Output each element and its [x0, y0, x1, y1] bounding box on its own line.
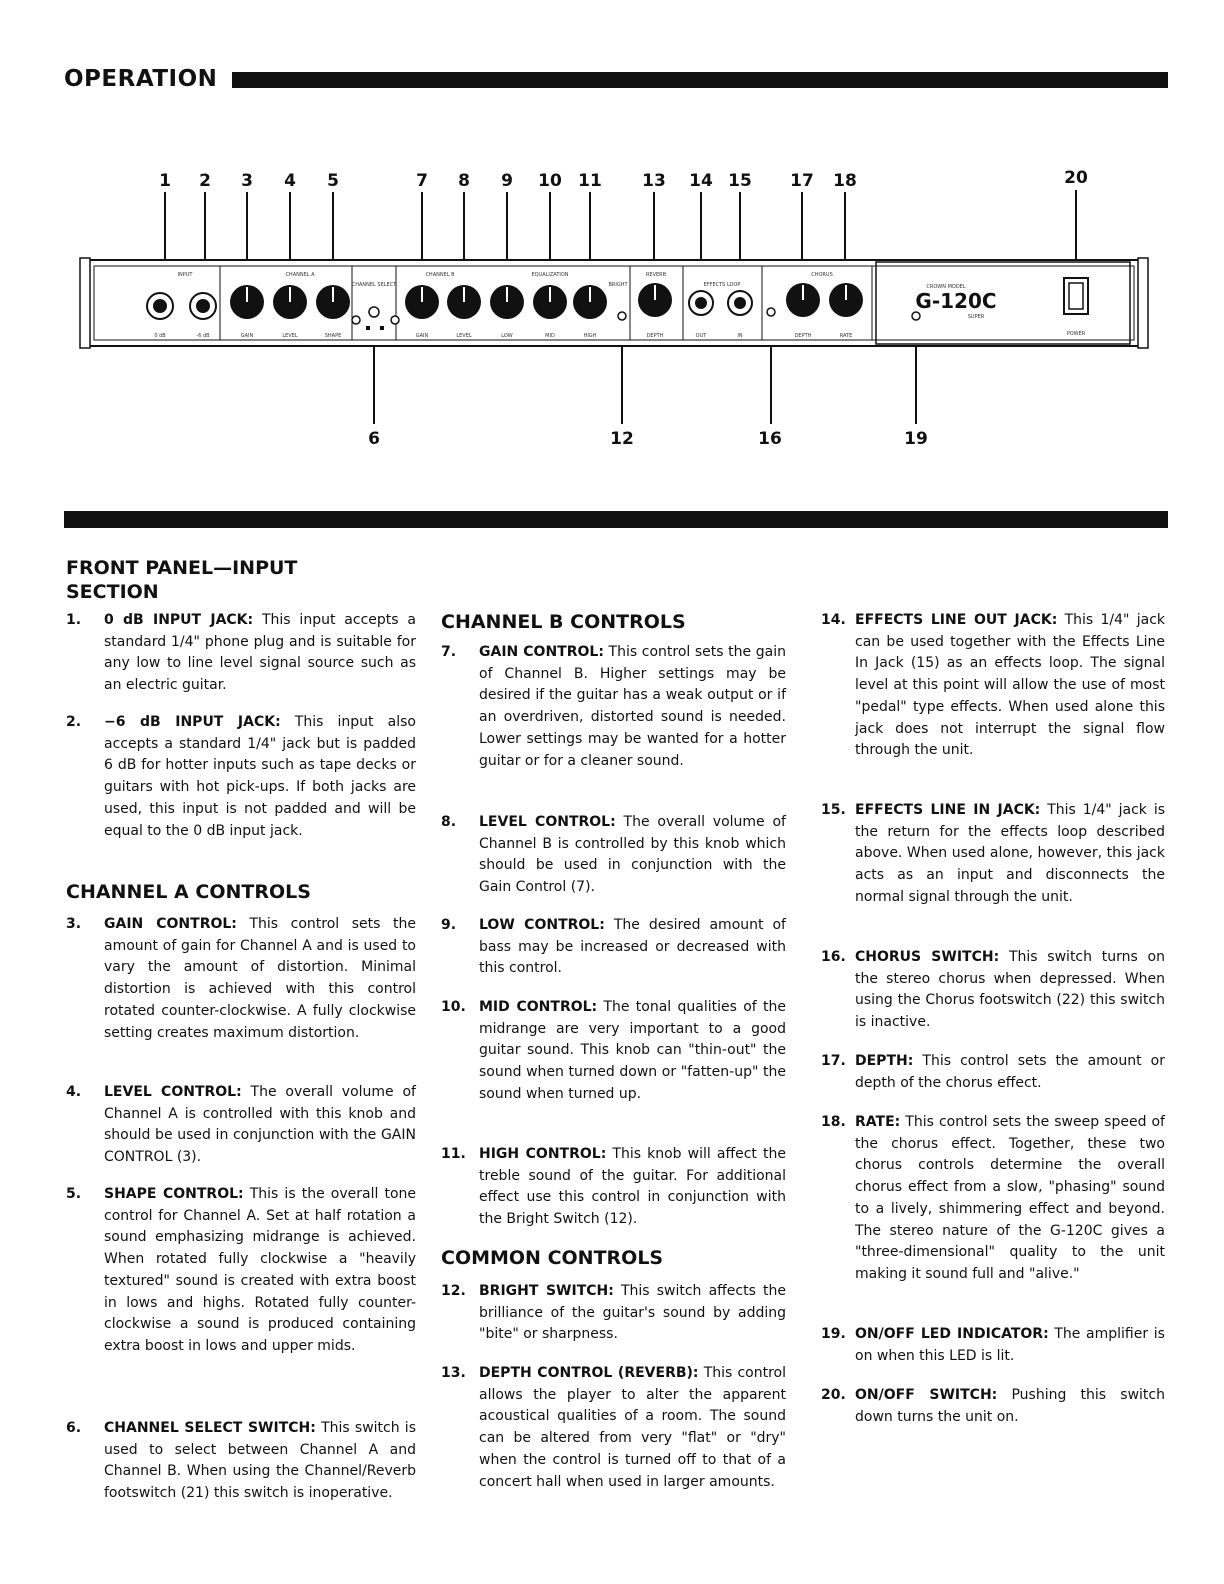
label-gain-b: GAIN [415, 333, 429, 339]
heading-front-panel-input: FRONT PANEL—INPUT SECTION [66, 557, 298, 603]
list-item: 8. LEVEL CONTROL: The overall volume of Channel B is controlled by this knob which should be used in conjunction with the Gain Control (7). [441, 814, 786, 896]
callout-20: 20 [1064, 168, 1088, 188]
header-rule [232, 72, 1168, 88]
list-item: 18. RATE: This control sets the sweep speed of the chorus effect. Together, these two chorus controls determine the overall chorus effect from a slow, "phasing" sound to a lively, shimmering effect and beyond. The stereo nature of the G-120C gives a "three-dimensional" quality to the unit making it sound full and "alive." [821, 1114, 1165, 1282]
label-gain-a: GAIN [240, 333, 254, 339]
callout-8: 8 [458, 171, 470, 191]
list-item: 10. MID CONTROL: The tonal qualities of the midrange are very important to a good guitar sound. This knob can "thin-out" the sound when turned down or "fatten-up" the sound when turned up. [441, 999, 786, 1102]
label-power: POWER [1066, 331, 1086, 337]
label-effects-loop: EFFECTS LOOP [703, 282, 741, 288]
callout-2: 2 [199, 171, 211, 191]
label-channel-select: CHANNEL SELECT [351, 282, 397, 288]
label-equalization: EQUALIZATION [531, 272, 569, 278]
callout-9: 9 [501, 171, 513, 191]
label-high: HIGH [583, 333, 597, 339]
callout-3: 3 [241, 171, 253, 191]
list-item: 20. ON/OFF SWITCH: Pushing this switch down turns the unit on. [821, 1387, 1165, 1425]
callout-17: 17 [790, 171, 814, 191]
front-panel-diagram [0, 140, 1224, 470]
list-item: 13. DEPTH CONTROL (REVERB): This control allows the player to alter the apparent acoustical qualities of a room. The sound can be altered from very "flat" or "dry" when the control is turned off to that of a concert hall when used in larger amounts. [441, 1365, 786, 1490]
callout-5: 5 [327, 171, 339, 191]
list-item: 9. LOW CONTROL: The desired amount of bass may be increased or decreased with this control. [441, 917, 786, 977]
list-item: 19. ON/OFF LED INDICATOR: The amplifier is on when this LED is lit. [821, 1326, 1165, 1364]
label-minus6db: -6 dB [196, 333, 210, 339]
heading-channel-b: CHANNEL B CONTROLS [441, 611, 686, 633]
callout-18: 18 [833, 171, 857, 191]
callout-19: 19 [904, 429, 928, 449]
label-rate: RATE [839, 333, 853, 339]
label-input: INPUT [177, 272, 193, 278]
model-name: G-120C [915, 289, 997, 313]
heading-channel-a: CHANNEL A CONTROLS [66, 881, 311, 903]
callout-14: 14 [689, 171, 713, 191]
callout-7: 7 [416, 171, 428, 191]
label-mid: MID [545, 333, 555, 339]
list-item: 5. SHAPE CONTROL: This is the overall tone control for Channel A. Set at half rotation a sound emphasizing midrange is achieved. When rotated fully clockwise a "heavily textured" sound is created with extra boost in lows and highs. Rotated fully counter-clockwise a sound is produced containing extra boost in lows and upper mids. [66, 1186, 416, 1354]
list-item: 1. 0 dB INPUT JACK: This input accepts a standard 1/4" phone plug and is suitable for any low to line level signal source such as an electric guitar. [66, 612, 416, 694]
list-item: 16. CHORUS SWITCH: This switch turns on the stereo chorus when depressed. When using the Chorus footswitch (22) this switch is inactive. [821, 949, 1165, 1031]
label-low: LOW [501, 333, 513, 339]
callout-1: 1 [159, 171, 171, 191]
label-channel-b: CHANNEL B [425, 272, 455, 278]
list-item: 17. DEPTH: This control sets the amount or depth of the chorus effect. [821, 1053, 1165, 1091]
label-out: OUT [695, 333, 707, 339]
label-reverb: REVERB [645, 272, 667, 278]
list-item: 11. HIGH CONTROL: This knob will affect the treble sound of the guitar. For additional effect use this control in conjunction with the Bright Switch (12). [441, 1146, 786, 1228]
label-in: IN [737, 333, 743, 339]
list-item: 14. EFFECTS LINE OUT JACK: This 1/4" jack can be used together with the Effects Line In Jack (15) as an effects loop. The signal level at this point will allow the use of most "pedal" type effects. When used alone this jack does not interrupt the signal flow through the unit. [821, 612, 1166, 759]
list-item: 7. GAIN CONTROL: This control sets the gain of Channel B. Higher settings may be desired if the guitar has a weak output or if an overdriven, distorted sound is needed. Lower settings may be wanted for a hotter guitar or for a cleaner sound. [441, 644, 786, 769]
label-chorus: CHORUS [811, 272, 833, 278]
callout-12: 12 [610, 429, 634, 449]
list-item: 15. EFFECTS LINE IN JACK: This 1/4" jack is the return for the effects loop described above. When used alone, however, this jack acts as an input and disconnects the normal signal through the unit. [821, 802, 1165, 905]
callout-11: 11 [578, 171, 602, 191]
label-channel-a: CHANNEL A [285, 272, 315, 278]
model-sub: SUPER [967, 314, 985, 320]
list-item: 2. −6 dB INPUT JACK: This input also accepts a standard 1/4" jack but is padded 6 dB for hotter inputs such as tape decks or guitars with hot pick-ups. If both jacks are used, this input is not padded and will be equal to the 0 dB input jack. [66, 714, 416, 839]
label-bright: BRIGHT [608, 282, 628, 288]
callout-4: 4 [284, 171, 296, 191]
list-item: 3. GAIN CONTROL: This control sets the amount of gain for Channel A and is used to vary the amount of distortion. Minimal distortion is achieved with this control rotated counter-clockwise. A fully clockwise setting creates maximum distortion. [66, 916, 416, 1041]
front-panel-svg [0, 140, 1224, 470]
list-item: 12. BRIGHT SWITCH: This switch affects the brilliance of the guitar's sound by adding "bite" or sharpness. [441, 1283, 786, 1343]
callout-6: 6 [368, 429, 380, 449]
list-item: 6. CHANNEL SELECT SWITCH: This switch is used to select between Channel A and Channel B. When using the Channel/Reverb footswitch (21) this switch is inoperative. [66, 1420, 416, 1502]
heading-common-controls: COMMON CONTROLS [441, 1247, 664, 1269]
callout-15: 15 [728, 171, 752, 191]
model-line: CROWN MODEL [926, 284, 966, 290]
label-level-b: LEVEL [456, 333, 472, 339]
label-shape: SHAPE [324, 333, 342, 339]
label-level-a: LEVEL [282, 333, 298, 339]
callout-10: 10 [538, 171, 562, 191]
label-depth-chorus: DEPTH [794, 333, 812, 339]
page-title: OPERATION [64, 66, 218, 92]
label-depth-reverb: DEPTH [646, 333, 664, 339]
callout-16: 16 [758, 429, 782, 449]
section-rule [64, 511, 1168, 528]
callout-13: 13 [642, 171, 666, 191]
list-item: 4. LEVEL CONTROL: The overall volume of Channel A is controlled with this knob and should be used in conjunction with the GAIN CONTROL (3). [66, 1084, 416, 1166]
label-0db: 0 dB [154, 333, 166, 339]
